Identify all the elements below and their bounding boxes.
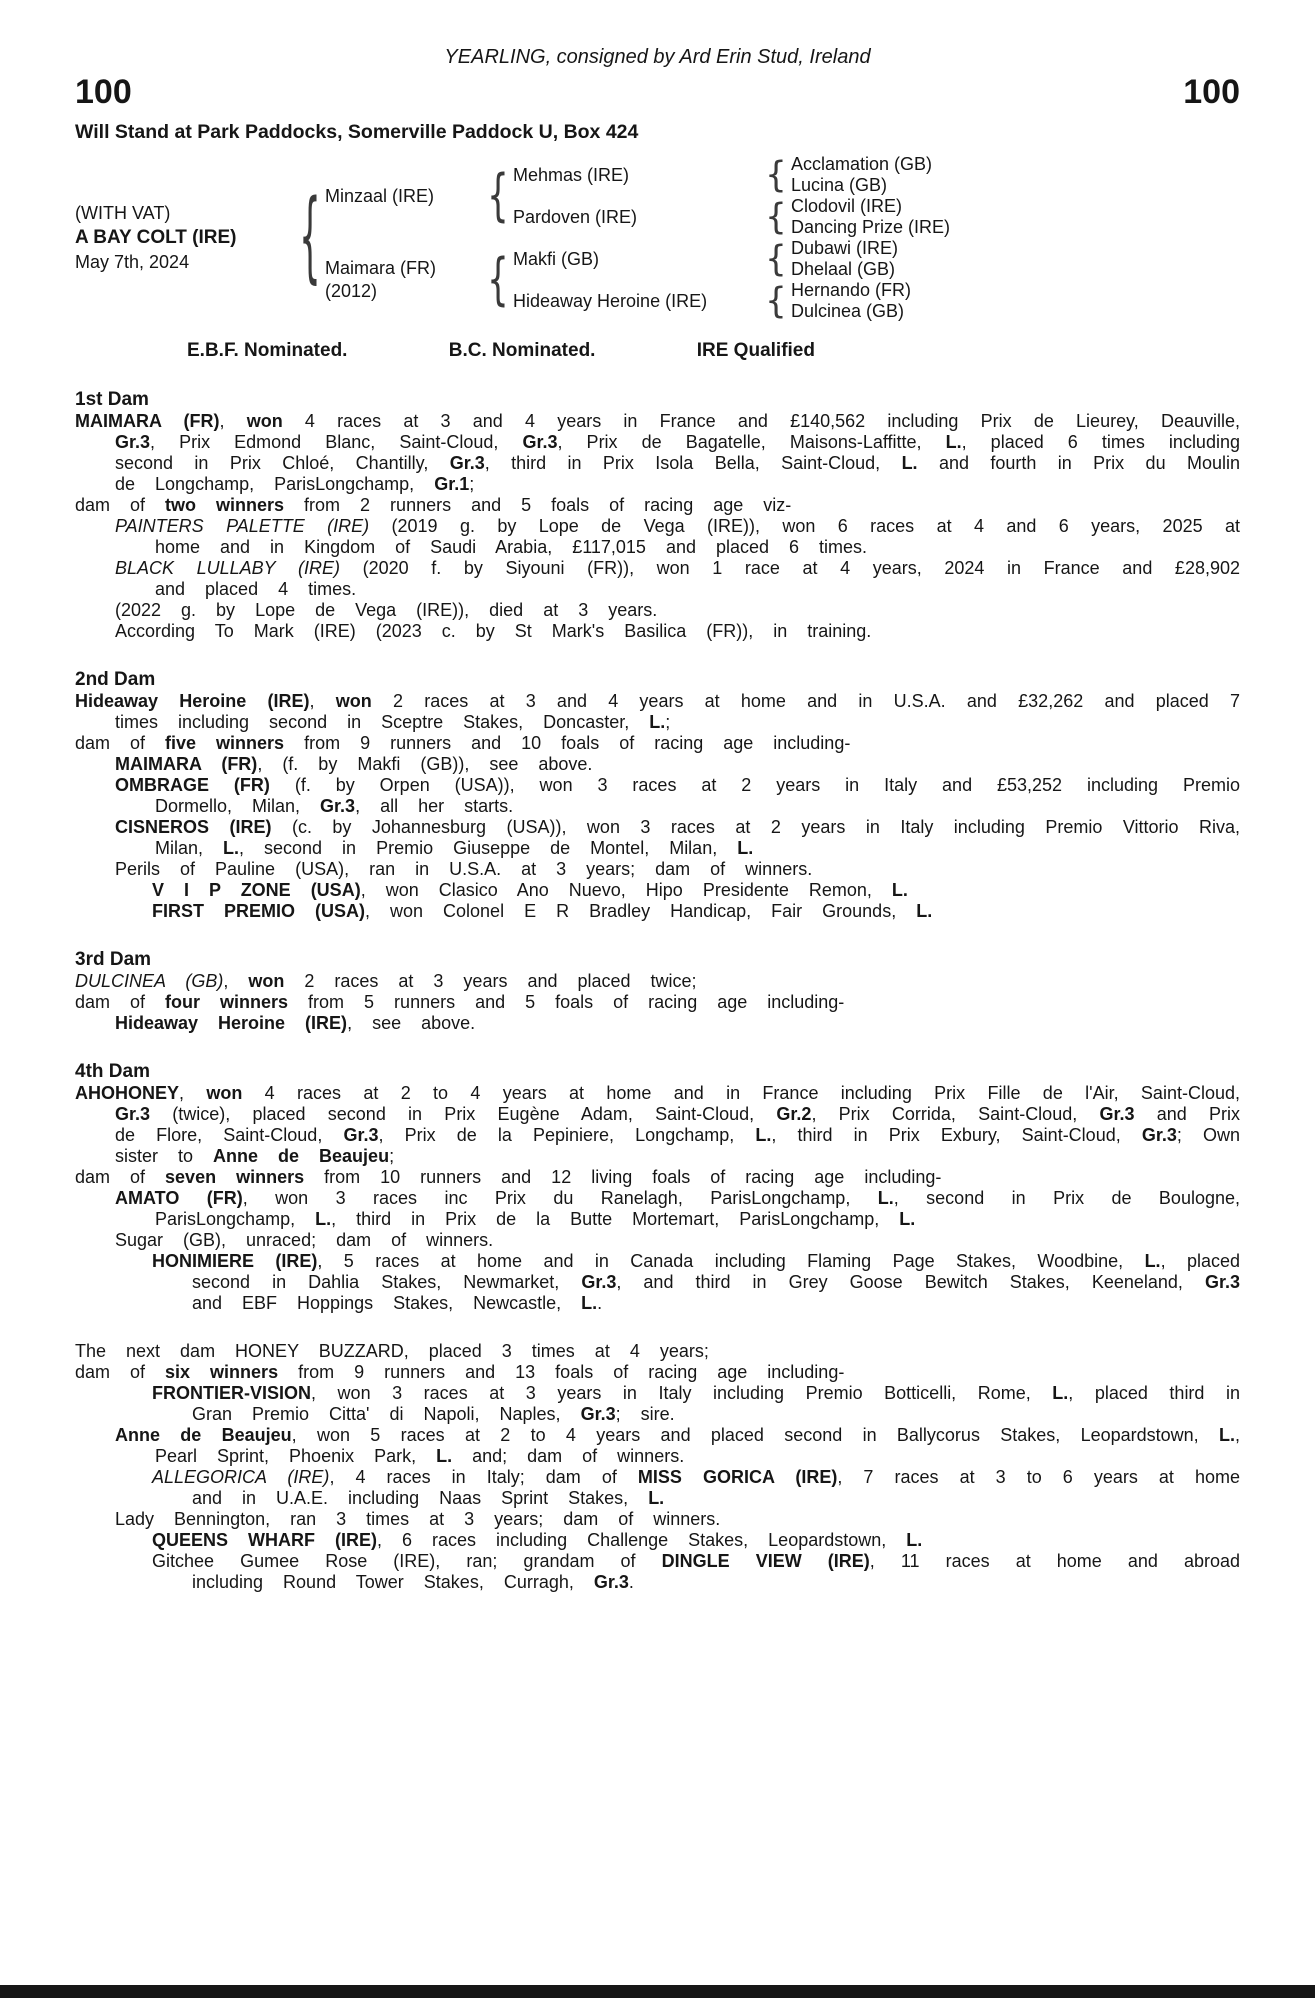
- colt-name: A BAY COLT (IRE): [75, 227, 237, 248]
- catalogue-paragraph: BLACK LULLABY (IRE) (2020 f. by Siyouni (FR)), won 1 race at 4 years, 2024 in France and £28,902 and placed 4 times.: [115, 558, 1241, 599]
- great-grandparent-name: Dhelaal (GB): [791, 259, 896, 279]
- catalogue-paragraph: dam of seven winners from 10 runners and 12 living foals of racing age including-: [75, 1167, 942, 1187]
- great-grandparent-name: Dancing Prize (IRE): [791, 217, 951, 237]
- catalogue-paragraph: Anne de Beaujeu, won 5 races at 2 to 4 years and placed second in Ballycorus Stakes, Leopardstown, L., Pearl Sprint, Phoenix Park, L. and; dam of winners.: [115, 1425, 1240, 1466]
- lot-number-row: [75, 75, 1240, 109]
- dam-section: [75, 389, 1240, 642]
- sire-sire-brace: {: [765, 154, 787, 196]
- catalogue-paragraph: (2022 g. by Lope de Vega (IRE)), died at 3 years.: [115, 600, 658, 620]
- great-grandparent-name: Lucina (GB): [791, 175, 888, 195]
- sire-name: Minzaal (IRE): [325, 185, 435, 206]
- catalogue-paragraph: Sugar (GB), unraced; dam of winners.: [115, 1230, 494, 1250]
- dam-sire-brace: {: [765, 238, 787, 280]
- ebf-nominated-label: E.B.F. Nominated.: [187, 340, 348, 361]
- ire-qualified-label: IRE Qualified: [696, 340, 815, 361]
- dam-cell: [325, 238, 483, 322]
- dam-dam-brace: {: [765, 280, 787, 322]
- catalogue-paragraph: Gitchee Gumee Rose (IRE), ran; grandam of DINGLE VIEW (IRE), 11 races at home and abroad including Round Tower Stakes, Curragh, Gr.3.: [152, 1551, 1241, 1592]
- catalogue-paragraph: DULCINEA (GB), won 2 races at 3 years and placed twice;: [75, 971, 697, 991]
- catalogue-paragraph: V I P ZONE (USA), won Clasico Ano Nuevo, Hipo Presidente Remon, L.: [152, 880, 908, 900]
- with-vat-note: (WITH VAT): [75, 203, 171, 223]
- catalogue-paragraph: HONIMIERE (IRE), 5 races at home and in Canada including Flaming Page Stakes, Woodbine, L., placed second in Dahlia Stakes, Newmarket, Gr.3, and third in Grey Goose Bewitch Stakes, Keeneland, Gr.3 and EBF Hoppings Stakes, Newcastle, L..: [152, 1251, 1241, 1313]
- pedigree-table: [75, 154, 1240, 322]
- catalogue-paragraph: PAINTERS PALETTE (IRE) (2019 g. by Lope de Vega (IRE)), won 6 races at 4 and 6 years, 2025 at home and in Kingdom of Saudi Arabia, £117,015 and placed 6 times.: [115, 516, 1240, 557]
- great-grandparent-name: Acclamation (GB): [791, 154, 933, 174]
- dam-name: Maimara (FR): [325, 258, 436, 278]
- sire-brace: {: [487, 163, 509, 229]
- catalogue-paragraph: The next dam HONEY BUZZARD, placed 3 times at 4 years;: [75, 1341, 709, 1361]
- page-bottom-bar: [0, 1985, 1315, 1998]
- catalogue-paragraph: FRONTIER-VISION, won 3 races at 3 years in Italy including Premio Botticelli, Rome, L., placed third in Gran Premio Citta' di Napoli, Naples, Gr.3; sire.: [152, 1383, 1240, 1424]
- catalogue-paragraph: AMATO (FR), won 3 races inc Prix du Ranelagh, ParisLongchamp, L., second in Prix de Boulogne, ParisLongchamp, L., third in Prix de la Butte Mortemart, ParisLongchamp, L.: [115, 1188, 1240, 1229]
- lot-number-left: 100: [75, 73, 132, 111]
- dam-brace: {: [487, 247, 509, 313]
- stand-location-line: Will Stand at Park Paddocks, Somerville Paddock U, Box 424: [75, 121, 639, 143]
- sire-dam-brace: {: [765, 196, 787, 238]
- dam-section: [75, 949, 1240, 1034]
- catalogue-paragraph: Hideaway Heroine (IRE), see above.: [115, 1013, 476, 1033]
- dam-section: [75, 1061, 1240, 1314]
- catalogue-paragraph: QUEENS WHARF (IRE), 6 races including Challenge Stakes, Leopardstown, L.: [152, 1530, 923, 1550]
- catalogue-paragraph: AHOHONEY, won 4 races at 2 to 4 years at home and in France including Prix Fille de l'Air, Saint-Cloud, Gr.3 (twice), placed second in Prix Eugène Adam, Saint-Cloud, Gr.2, Prix Corrida, Saint-Cloud, Gr.3 and Prix de Flore, Saint-Cloud, Gr.3, Prix de la Pepiniere, Longchamp, L., third in Prix Exbury, Saint-Cloud, Gr.3; Own sister to Anne de Beaujeu;: [75, 1083, 1241, 1166]
- consignor-line: YEARLING, consigned by Ard Erin Stud, Ireland: [444, 46, 871, 68]
- catalogue-paragraph: MAIMARA (FR), (f. by Makfi (GB)), see above.: [115, 754, 593, 774]
- pedigree-sections: [75, 389, 1240, 1593]
- bc-nominated-label: B.C. Nominated.: [448, 340, 596, 361]
- great-grandparent-name: Hernando (FR): [791, 280, 912, 300]
- colt-details: [75, 154, 295, 322]
- section-heading: 2nd Dam: [75, 669, 156, 690]
- catalogue-paragraph: Perils of Pauline (USA), ran in U.S.A. at 3 years; dam of winners.: [115, 859, 813, 879]
- catalogue-paragraph: MAIMARA (FR), won 4 races at 3 and 4 years in France and £140,562 including Prix de Lieurey, Deauville, Gr.3, Prix Edmond Blanc, Saint-Cloud, Gr.3, Prix de Bagatelle, Maisons-Laffitte, L., placed 6 times including second in Prix Chloé, Chantilly, Gr.3, third in Prix Isola Bella, Saint-Cloud, L. and fourth in Prix du Moulin de Longchamp, ParisLongchamp, Gr.1;: [75, 411, 1240, 494]
- great-grandparent-name: Dubawi (IRE): [791, 238, 899, 258]
- great-grandparent-name: Dulcinea (GB): [791, 301, 905, 321]
- section-heading: 1st Dam: [75, 389, 149, 410]
- dam-section: [75, 669, 1240, 922]
- section-heading: 4th Dam: [75, 1061, 150, 1082]
- section-heading: 3rd Dam: [75, 949, 152, 970]
- great-grandparent-name: Clodovil (IRE): [791, 196, 903, 216]
- dam-sire-name: Makfi (GB): [513, 248, 600, 269]
- catalogue-paragraph: FIRST PREMIO (USA), won Colonel E R Bradley Handicap, Fair Grounds, L.: [152, 901, 933, 921]
- catalogue-paragraph: CISNEROS (IRE) (c. by Johannesburg (USA)), won 3 races at 2 years in Italy including Premio Vittorio Riva, Milan, L., second in Premio Giuseppe de Montel, Milan, L.: [115, 817, 1240, 858]
- catalogue-paragraph: OMBRAGE (FR) (f. by Orpen (USA)), won 3 races at 2 years in Italy and £53,252 including Premio Dormello, Milan, Gr.3, all her starts.: [115, 775, 1240, 816]
- catalogue-paragraph: dam of four winners from 5 runners and 5 foals of racing age including-: [75, 992, 845, 1012]
- catalogue-paragraph: dam of five winners from 9 runners and 10 foals of racing age including-: [75, 733, 851, 753]
- foaling-date: May 7th, 2024: [75, 252, 190, 272]
- catalogue-paragraph: dam of two winners from 2 runners and 5 foals of racing age viz-: [75, 495, 792, 515]
- catalogue-paragraph: Hideaway Heroine (IRE), won 2 races at 3 and 4 years at home and in U.S.A. and £32,262 and placed 7 times including second in Sceptre Stakes, Doncaster, L.;: [75, 691, 1240, 732]
- catalogue-paragraph: ALLEGORICA (IRE), 4 races in Italy; dam of MISS GORICA (IRE), 7 races at 3 to 6 years at home and in U.A.E. including Naas Sprint Stakes, L.: [152, 1467, 1241, 1508]
- catalogue-paragraph: dam of six winners from 9 runners and 13 foals of racing age including-: [75, 1362, 845, 1382]
- dam-year: (2012): [325, 281, 378, 301]
- dam-section: [75, 1341, 1240, 1593]
- sire-dam-name: Pardoven (IRE): [513, 206, 638, 227]
- catalogue-paragraph: According To Mark (IRE) (2023 c. by St Mark's Basilica (FR)), in training.: [115, 621, 872, 641]
- dam-dam-name: Hideaway Heroine (IRE): [513, 290, 708, 311]
- pedigree-main-brace: {: [299, 180, 321, 296]
- lot-number-right: 100: [1183, 73, 1240, 111]
- nominations-row: [187, 340, 815, 362]
- catalogue-paragraph: Lady Bennington, ran 3 times at 3 years; dam of winners.: [115, 1509, 721, 1529]
- sire-sire-name: Mehmas (IRE): [513, 164, 630, 185]
